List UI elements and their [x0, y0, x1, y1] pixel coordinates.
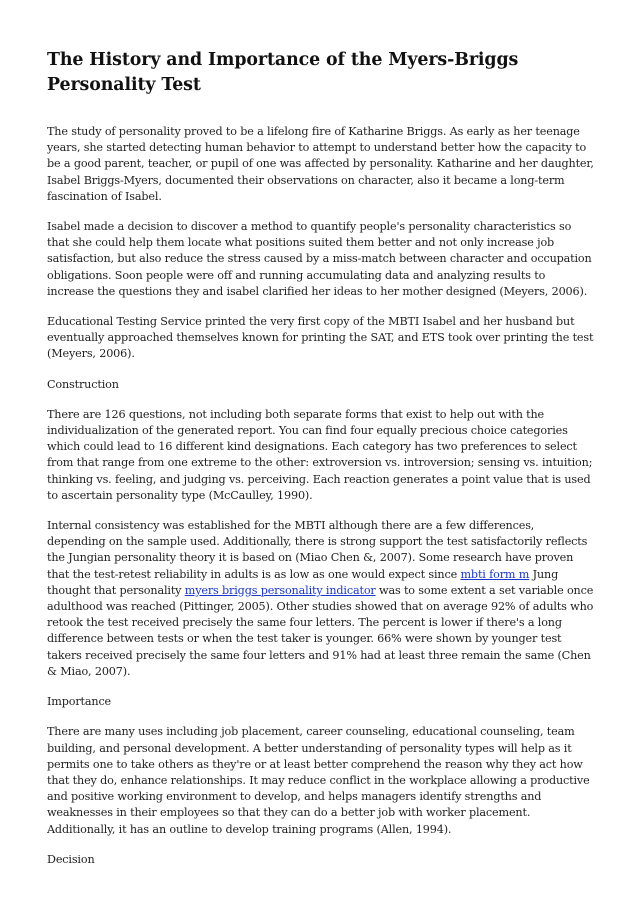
paragraph-consistency-text-1: Internal consistency was established for the MBTI although there are a few differences, depending on the sample used. Additionally, there is strong support the test satisfactorily reflects the Jungian personality theory it is based on (Miao Chen &, 2007). Some research have proven that the test-retest reliability in adults is as low as one would expect since [47, 519, 588, 581]
section-heading-construction: Construction [47, 377, 119, 391]
section-heading-decision: Decision [47, 852, 95, 866]
paragraph-uses: There are many uses including job placement, career counseling, educational counseling, team building, and personal development. A better understanding of personality types will help as it permits one to take others as they're or at least better comprehend the reason why they act how that they do, enhance relationships. It may reduce conflict in the workplace allowing a productive and positive working environment to develop, and helps managers identify strengths and weaknesses in their employees so that they can do a better job with worker placement. Additionally, it has an outline to develop training programs (Allen, 1994). [47, 725, 590, 836]
section-heading-importance: Importance [47, 695, 112, 709]
paragraph-consistency [47, 518, 595, 680]
paragraph-consistency-text-2: Jung thought that personality [47, 567, 559, 597]
paragraph-intro: The study of personality proved to be a lifelong fire of Katharine Briggs. As early as her teenage years, she started detecting human behavior to attempt to understand better how the capacity to be a good parent, teacher, or pupil of one was affected by personality. Katharine and her daughter, Isabel Briggs-Myers, documented their observations on character, also it became a long-term fascination of Isabel. [47, 125, 594, 203]
myers-briggs-indicator-link[interactable]: myers briggs personality indicator [184, 583, 376, 597]
document-title: The History and Importance of the Myers-Briggs Personality Test [47, 50, 519, 95]
paragraph-consistency-text-3: was to some extent a set variable once adulthood was reached (Pittinger, 2005). Other studies showed that on average 92% of adults who retook the test received precisely the same four letters. The percent is lower if there's a long difference between tests or when the test taker is younger. 66% were shown by younger test takers received precisely the same four letters and 91% had at least three remain the same (Chen & Miao, 2007). [47, 583, 594, 678]
paragraph-ets: Educational Testing Service printed the very first copy of the MBTI Isabel and her husband but eventually approached themselves known for printing the SAT, and ETS took over printing the test (Meyers, 2006). [47, 315, 594, 361]
mbti-form-m-link[interactable]: mbti form m [460, 567, 530, 581]
paragraph-questions: There are 126 questions, not including both separate forms that exist to help out with the individualization of the generated report. You can find four equally precious choice categories which could lead to 16 different kind designations. Each category has two preferences to select from that range from one extreme to the other: extroversion vs. introversion; sensing vs. intuition; thinking vs. feeling, and judging vs. perceiving. Each reaction generates a point value that is used to ascertain personality type (McCaulley, 1990). [47, 407, 593, 502]
paragraph-isabel: Isabel made a decision to discover a method to quantify people's personality characteristics so that she could help them locate what positions suited them better and not only increase job satisfaction, but also reduce the stress caused by a miss-match between character and occupation obligations. Soon people were off and running accumulating data and analyzing results to increase the questions they and isabel clarified her ideas to her mother designed (Meyers, 2006). [47, 220, 592, 298]
document-page [47, 48, 595, 882]
